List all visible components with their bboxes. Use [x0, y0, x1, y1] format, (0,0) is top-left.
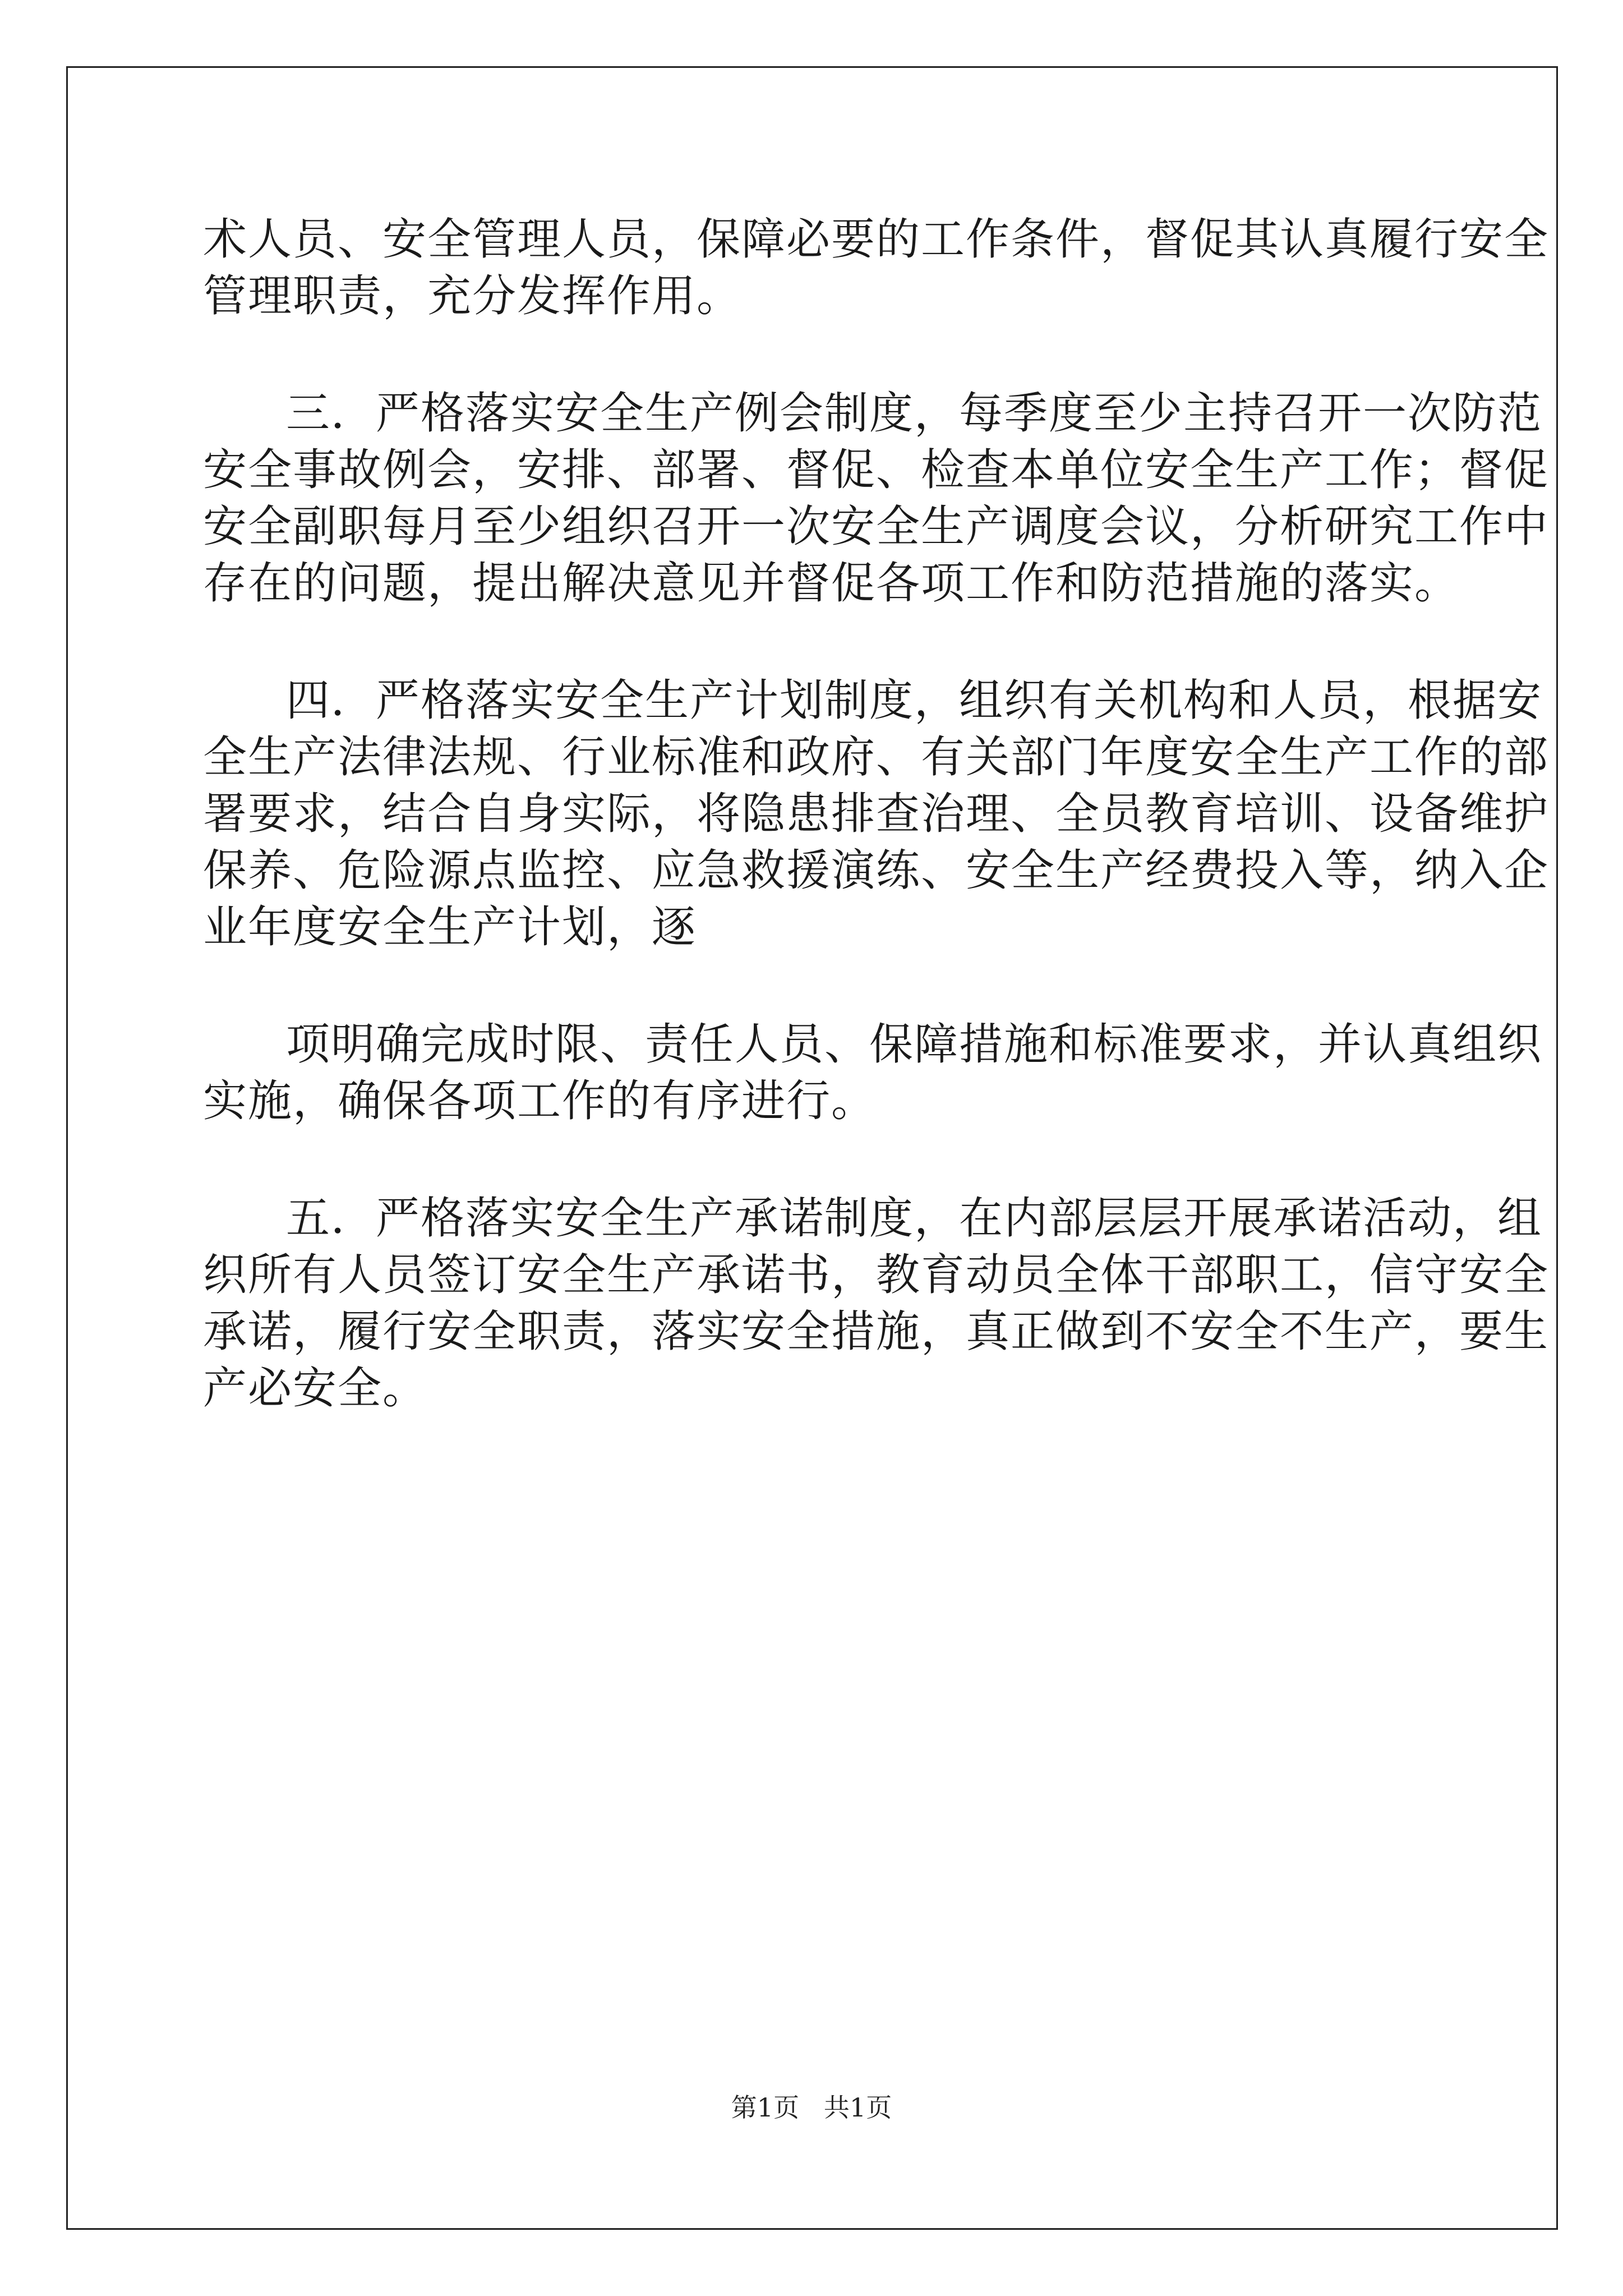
page-number: 第1页 共1页 [731, 2092, 892, 2123]
text-line: 管理职责，充分发挥作用。 [203, 271, 742, 321]
text-line: 产必安全。 [203, 1363, 428, 1414]
paragraph-first-line: 五．严格落实安全生产承诺制度，在内部层层开展承诺活动，组 [286, 1193, 1543, 1244]
text-line: 保养、危险源点监控、应急救援演练、安全生产经费投入等，纳入企 [203, 845, 1550, 896]
page-footer [0, 2091, 1623, 2124]
text-line: 承诺，履行安全职责，落实安全措施，真正做到不安全不生产，要生 [203, 1306, 1550, 1357]
text-line: 全生产法律法规、行业标准和政府、有关部门年度安全生产工作的部 [203, 732, 1550, 783]
text-line: 业年度安全生产计划，逐 [203, 902, 697, 953]
text-line: 织所有人员签订安全生产承诺书，教育动员全体干部职工，信守安全 [203, 1250, 1550, 1300]
text-line: 术人员、安全管理人员，保障必要的工作条件，督促其认真履行安全 [203, 214, 1550, 265]
text-line: 安全副职每月至少组织召开一次安全生产调度会议，分析研究工作中 [203, 501, 1550, 552]
document-body [203, 211, 1550, 1417]
paragraph-first-line: 三．严格落实安全生产例会制度，每季度至少主持召开一次防范 [286, 388, 1543, 439]
text-line: 署要求，结合自身实际，将隐患排查治理、全员教育培训、设备维护 [203, 789, 1550, 839]
paragraph-first-line: 四．严格落实安全生产计划制度，组织有关机构和人员，根据安 [286, 675, 1543, 726]
text-line: 安全事故例会，安排、部署、督促、检查本单位安全生产工作；督促 [203, 445, 1550, 495]
text-line: 存在的问题，提出解决意见并督促各项工作和防范措施的落实。 [203, 558, 1460, 609]
paragraph-first-line: 项明确完成时限、责任人员、保障措施和标准要求，并认真组织 [286, 1019, 1543, 1070]
text-line: 实施，确保各项工作的有序进行。 [203, 1076, 877, 1126]
